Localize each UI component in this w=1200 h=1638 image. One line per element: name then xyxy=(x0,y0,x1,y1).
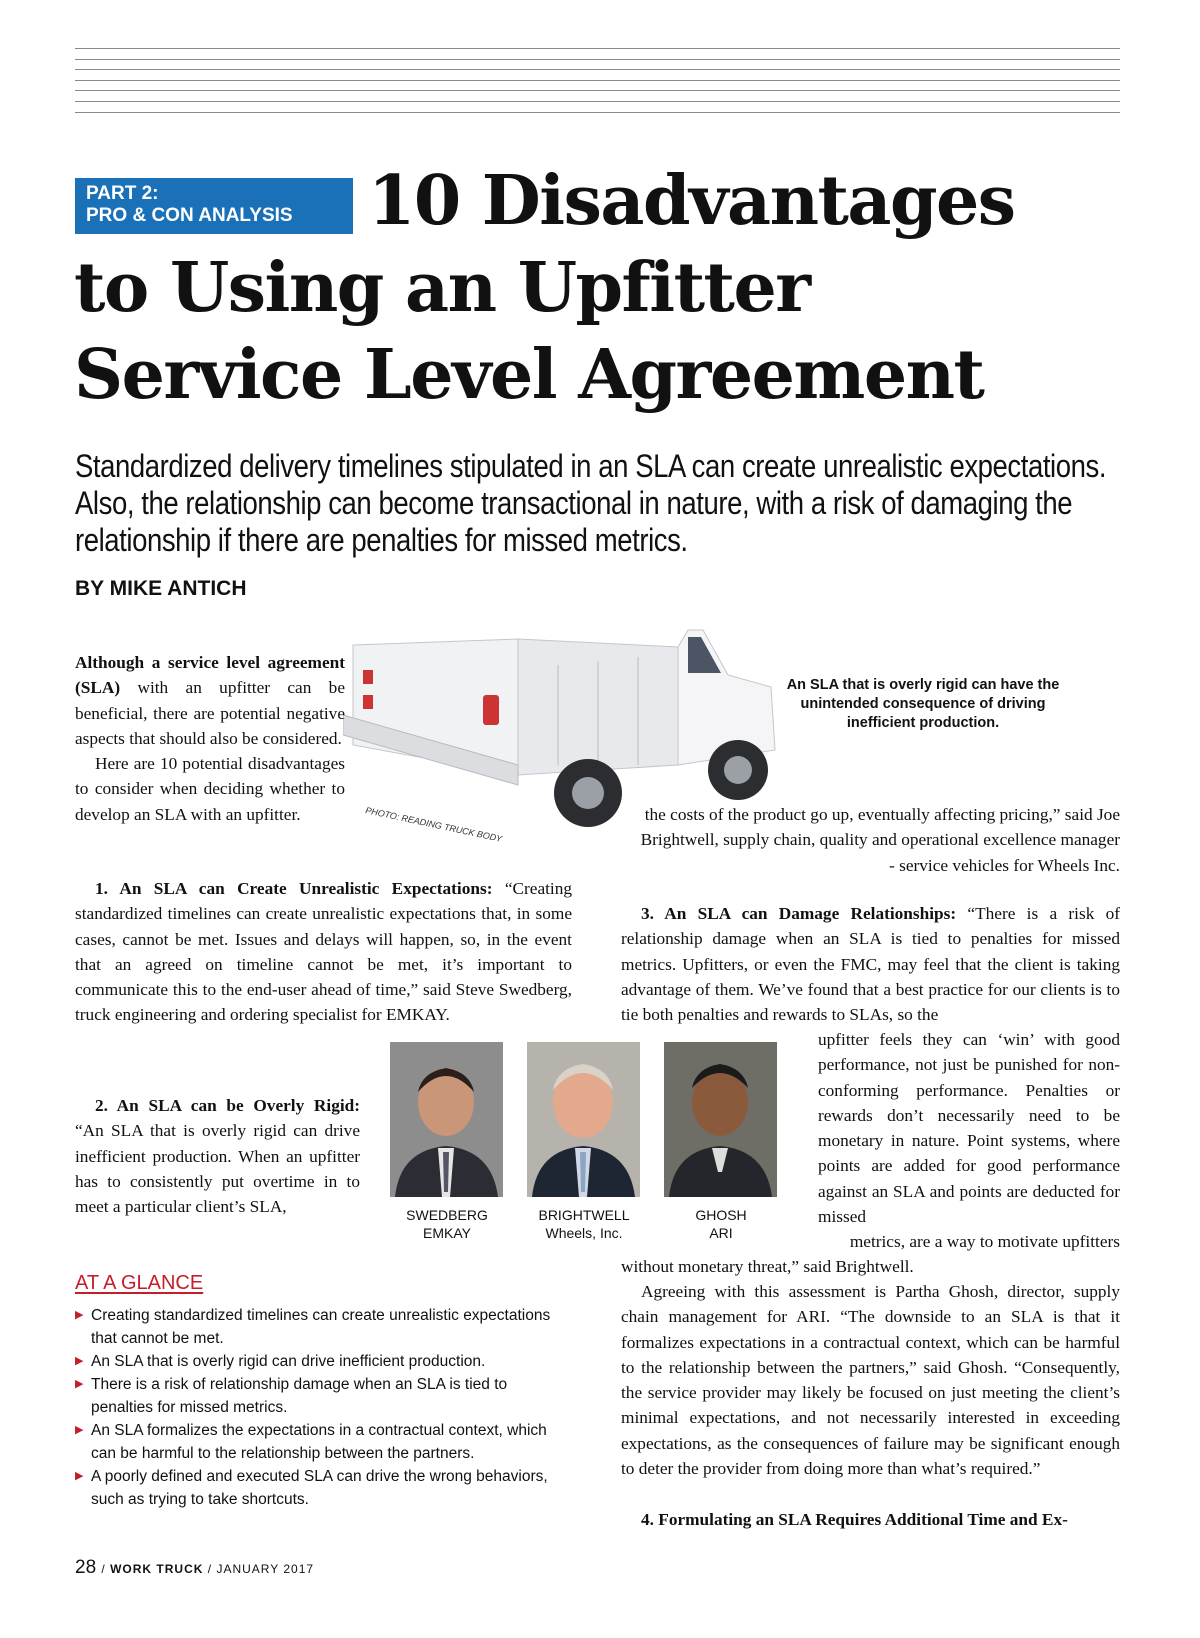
point-3-body-a: “There is a risk of relationship damage when an SLA is tied to penalties for missed metrics. Upfitters, or even the FMC, may feel that the client is taking advantage of them. We’ve found that a best practice for our clients is to tie both penalties and rewards to SLAs, so the xyxy=(621,904,1120,1025)
intro-para-2: Here are 10 potential disadvantages to consider when deciding whether to develop an SLA with an upfitter. xyxy=(75,754,345,824)
ghosh-paragraph xyxy=(621,1279,1120,1481)
headline-line-3: Service Level Agreement xyxy=(74,335,984,415)
header-rules xyxy=(75,48,1120,122)
point-1-heading: 1. An SLA can Create Unrealistic Expectations: xyxy=(95,879,493,898)
list-item: ▶ A poorly defined and executed SLA can drive the wrong behaviors, such as trying to take shortcuts. xyxy=(75,1465,570,1511)
list-item: ▶ Creating standardized timelines can create unrealistic expectations that cannot be met. xyxy=(75,1304,570,1350)
point-3-body-d: without monetary threat,” said Brightwell. xyxy=(621,1257,914,1276)
point-4-heading: 4. Formulating an SLA Requires Additional Time and Ex- xyxy=(641,1510,1068,1529)
ghosh-paragraph-text: Agreeing with this assessment is Partha Ghosh, director, supply chain management for ARI. “The downside to an SLA is that it formalizes expectations in a contractual context, which can be harmful to the relationship between the partners,” said Ghosh. “Consequently, the service provider may likely be focused on just meeting the client’s minimal expectations, and not necessarily interested in exceeding expectations, as the consequences of failure may be significant enough to deter the provider from doing more than what’s required.” xyxy=(621,1282,1120,1479)
issue-date: JANUARY 2017 xyxy=(216,1562,315,1576)
person-name: BRIGHTWELL xyxy=(538,1207,630,1223)
person-org: EMKAY xyxy=(423,1225,471,1241)
intro-lead-bold: Although a service level agreement (SLA) xyxy=(75,653,345,698)
list-item: ▶ An SLA that is overly rigid can drive inefficient production. xyxy=(75,1350,570,1373)
point-2 xyxy=(75,1093,360,1219)
page-footer: 28 / WORK TRUCK / JANUARY 2017 xyxy=(75,1557,315,1578)
photo-caption: An SLA that is overly rigid can have the unintended consequence of driving inefficient production. xyxy=(786,677,1060,731)
badge-line-1: PART 2: xyxy=(86,183,159,204)
photo-credit: PHOTO: READING TRUCK BODY xyxy=(364,805,503,844)
person-name: SWEDBERG xyxy=(406,1207,488,1223)
point-2-body: “An SLA that is overly rigid can drive inefficient production. When an upfitter has to consistently put overtime in to meet a particular client’s SLA, xyxy=(75,1121,360,1217)
point-3-body-c: metrics, are a way to motivate upfitters xyxy=(849,1232,1120,1251)
point-3-body-b: upfitter feels they can ‘win’ with good performance, not just be punished for non-conforming performance. Penalties or rewards don’t necessarily need to be monetary in nature. Point systems, where points are added for good performance against an SLA and points are deducted for missed xyxy=(818,1030,1120,1227)
deck-subtitle: Standardized delivery timelines stipulated in an SLA can create unrealistic expectations. Also, the relationship can become transactional in nature, with a risk of damaging the relationship if there are penalties for missed metrics. xyxy=(75,448,1107,558)
swedberg-label xyxy=(377,1206,517,1242)
point-1-body: “Creating standardized timelines can create unrealistic expectations that, in some cases, cannot be met. Issues and delays will happen, so, in the event that an agreed on timeline cannot be met, it’s important to communicate this to the end-user ahead of time,” said Steve Swedberg, truck engineering and ordering specialist for EMKAY. xyxy=(75,879,572,1025)
ghosh-photo xyxy=(664,1042,777,1197)
badge-line-2: PRO & CON ANALYSIS xyxy=(86,205,293,226)
list-item: ▶ An SLA formalizes the expectations in a contractual context, which can be harmful to the relationship between the partners. xyxy=(75,1419,570,1465)
magazine-name: WORK TRUCK xyxy=(110,1562,204,1576)
person-name: GHOSH xyxy=(695,1207,747,1223)
person-org: ARI xyxy=(709,1225,733,1241)
point-2-heading: 2. An SLA can be Overly Rigid: xyxy=(95,1096,360,1115)
page-number: 28 xyxy=(75,1557,97,1578)
right-column-top: the costs of the product go up, eventually affecting pricing,” said Joe Brightwell, supply chain, quality and operational excellence manager - service vehicles for Wheels Inc. xyxy=(640,805,1120,875)
intro-column xyxy=(75,650,345,827)
headline-line-2: to Using an Upfitter xyxy=(74,248,810,328)
swedberg-photo xyxy=(390,1042,503,1197)
headline xyxy=(74,158,1134,419)
point-3 xyxy=(621,901,1120,1027)
at-a-glance-title: AT A GLANCE xyxy=(75,1272,204,1294)
person-org: Wheels, Inc. xyxy=(545,1225,623,1241)
brightwell-photo xyxy=(527,1042,640,1197)
brightwell-label xyxy=(514,1206,654,1242)
byline: BY MIKE ANTICH xyxy=(75,577,247,600)
point-3-heading: 3. An SLA can Damage Relationships: xyxy=(641,904,957,923)
point-1 xyxy=(75,876,572,1028)
list-item: ▶ There is a risk of relationship damage when an SLA is tied to penalties for missed metrics. xyxy=(75,1373,570,1419)
at-a-glance-list xyxy=(75,1304,570,1511)
headline-line-1: 10 Disadvantages xyxy=(368,161,1015,241)
ghosh-label xyxy=(651,1206,791,1242)
intro-lead-text: with an upfitter can be beneficial, there are potential negative aspects that should also be considered. xyxy=(75,678,345,748)
point-4 xyxy=(621,1507,1120,1532)
